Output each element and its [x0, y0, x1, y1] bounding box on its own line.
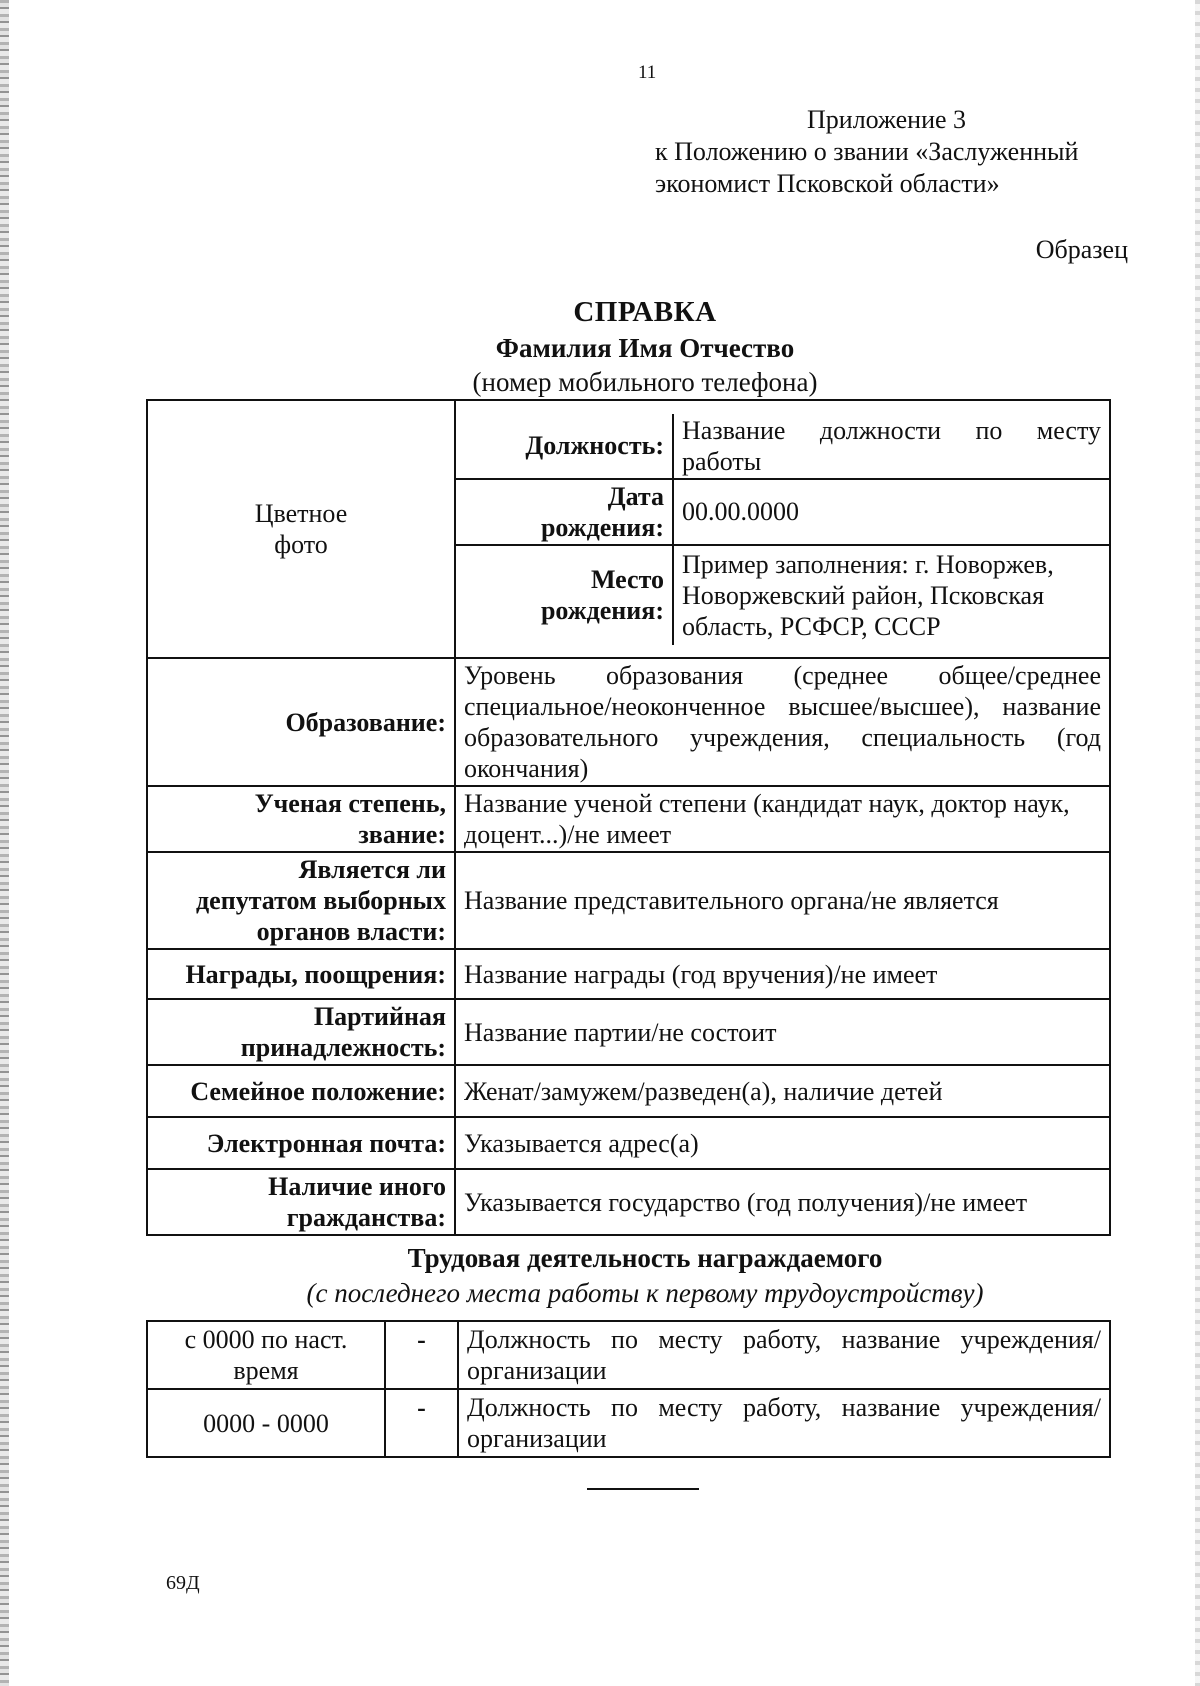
page-number: 11	[638, 62, 657, 83]
document-code: 69Д	[166, 1572, 200, 1594]
degree-value: Название ученой степени (кандидат наук, доктор наук, доцент...)/не имеет	[455, 786, 1110, 852]
birth-place-value: Пример заполнения: г. Новоржев, Новоржевский район, Псковская область, РСФСР, СССР	[673, 545, 1109, 645]
awards-label: Награды, поощрения:	[147, 949, 455, 999]
work-position: Должность по месту работу, название учреждения/организации	[458, 1389, 1110, 1457]
birth-place-label	[456, 545, 673, 645]
work-history-table	[146, 1320, 1111, 1458]
family-value: Женат/замужем/разведен(а), наличие детей	[455, 1065, 1110, 1117]
degree-label-1: Ученая степень,	[254, 789, 446, 818]
party-label-2: принадлежность:	[240, 1033, 446, 1062]
position-label: Должность:	[456, 414, 673, 479]
deputy-label	[147, 852, 455, 949]
birth-date-label	[456, 479, 673, 545]
position-value: Название должности по месту работы	[673, 414, 1109, 479]
work-dash: -	[385, 1321, 458, 1389]
birth-place-label-1: Место	[590, 565, 664, 594]
citizenship-label-1: Наличие иного	[268, 1172, 446, 1201]
party-value: Название партии/не состоит	[455, 999, 1110, 1065]
email-label: Электронная почта:	[147, 1117, 455, 1169]
deputy-label-3: органов власти:	[256, 917, 446, 946]
work-row	[147, 1321, 1110, 1389]
document-title: СПРАВКА	[573, 296, 717, 328]
degree-label	[147, 786, 455, 852]
appendix-line-3: экономист Псковской области»	[655, 169, 1000, 198]
family-label: Семейное положение:	[147, 1065, 455, 1117]
deputy-label-2: депутатом выборных	[196, 886, 446, 915]
education-value: Уровень образования (среднее общее/среднее специальное/неоконченное высшее/высшее), название образовательного учреждения, специальность (год окончания)	[455, 658, 1110, 786]
appendix-line-2: к Положению о звании «Заслуженный	[655, 137, 1079, 166]
personal-details	[455, 400, 1110, 658]
work-period: с 0000 по наст. время	[147, 1321, 385, 1389]
work-period: 0000 - 0000	[147, 1389, 385, 1457]
photo-text-2: фото	[274, 530, 328, 559]
work-position: Должность по месту работу, название учреждения/организации	[458, 1321, 1110, 1389]
party-label	[147, 999, 455, 1065]
citizenship-label	[147, 1169, 455, 1235]
citizenship-label-2: гражданства:	[286, 1203, 446, 1232]
birth-date-value: 00.00.0000	[673, 479, 1109, 545]
photo-placeholder	[147, 400, 455, 658]
birth-date-label-1: Дата	[607, 481, 664, 511]
deputy-label-1: Является ли	[298, 855, 446, 884]
scan-edge-right	[1195, 0, 1200, 1686]
work-history-subtitle: (с последнего места работы к первому трудоустройству)	[306, 1278, 984, 1308]
work-row	[147, 1389, 1110, 1457]
end-divider	[587, 1488, 699, 1490]
birth-place-label-2: рождения:	[540, 596, 664, 625]
appendix-header	[655, 104, 1135, 200]
appendix-line-1: Приложение 3	[807, 105, 967, 134]
citizenship-value: Указывается государство (год получения)/не имеет	[455, 1169, 1110, 1235]
party-label-1: Партийная	[313, 1002, 446, 1031]
awards-value: Название награды (год вручения)/не имеет	[455, 949, 1110, 999]
scan-edge-left	[0, 0, 9, 1686]
personal-info-table	[146, 399, 1111, 1236]
deputy-value: Название представительного органа/не является	[455, 852, 1110, 949]
email-value: Указывается адрес(а)	[455, 1117, 1110, 1169]
degree-label-2: звание:	[358, 820, 446, 849]
phone-placeholder: (номер мобильного телефона)	[472, 367, 818, 397]
birth-date-label-2: рождения:	[540, 512, 664, 542]
education-label: Образование:	[147, 658, 455, 786]
work-history-title: Трудовая деятельность награждаемого	[407, 1243, 883, 1273]
sample-label: Образец	[1035, 235, 1128, 264]
photo-text-1: Цветное	[254, 499, 348, 528]
full-name: Фамилия Имя Отчество	[495, 333, 795, 363]
work-dash: -	[385, 1389, 458, 1457]
